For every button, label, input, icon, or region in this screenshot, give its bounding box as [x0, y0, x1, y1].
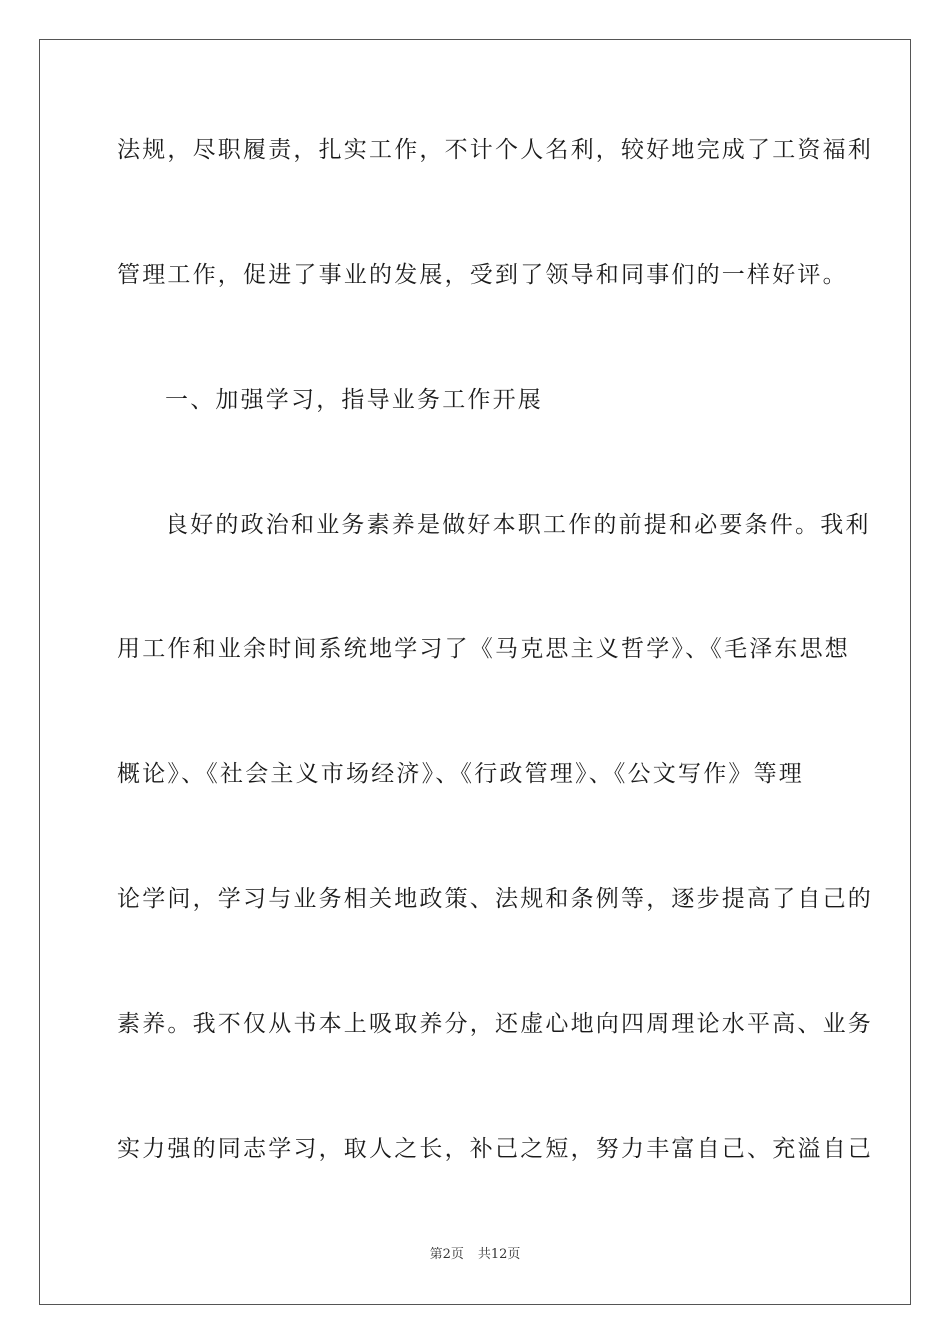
- body-text-line: 管理工作，促进了事业的发展，受到了领导和同事们的一样好评。: [117, 262, 848, 288]
- body-text-line: 用工作和业余时间系统地学习了《马克思主义哲学》、《毛泽东思想: [117, 636, 850, 662]
- page-footer: [0, 1246, 950, 1264]
- page-border: [39, 39, 911, 1305]
- page-number: 第2页: [429, 1247, 464, 1262]
- section-heading: 一、加强学习，指导业务工作开展: [165, 387, 543, 413]
- paragraph-first-line: 良好的政治和业务素养是做好本职工作的前提和必要条件。我利: [165, 512, 871, 538]
- body-text-line: 论学问，学习与业务相关地政策、法规和条例等，逐步提高了自己的: [117, 886, 873, 912]
- page-total: 共12页: [477, 1247, 521, 1262]
- body-text-line: 素养。我不仅从书本上吸取养分，还虚心地向四周理论水平高、业务: [117, 1011, 873, 1037]
- body-text-line: 概论》、《社会主义市场经济》、《行政管理》、《公文写作》等理: [117, 761, 804, 787]
- body-text-line: 法规，尽职履责，扎实工作，不计个人名利，较好地完成了工资福利: [117, 137, 873, 163]
- body-text-line: 实力强的同志学习，取人之长，补己之短，努力丰富自己、充溢自己: [117, 1136, 873, 1162]
